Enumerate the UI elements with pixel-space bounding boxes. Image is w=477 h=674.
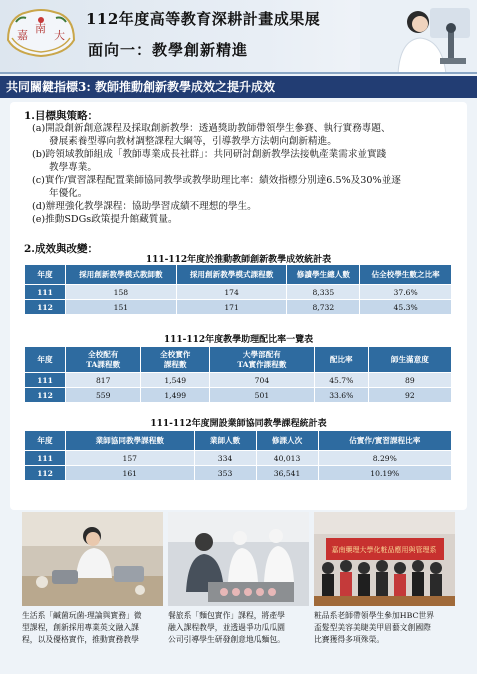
- table-row: 111 817 1,549 704 45.7% 89: [25, 373, 452, 388]
- photo-caption-bread: 餐旅系「麵包實作」課程，將產學 融入課程教學，並透過爭功瓜瓜園 公司引導學生研發創意地瓜麵包。: [168, 611, 285, 644]
- table2-header: 全校配有 TA課程數: [66, 347, 141, 373]
- goals-heading: 1.目標與策略：: [24, 110, 98, 122]
- title-block: [86, 8, 320, 60]
- ta-ratio-table: [24, 346, 452, 403]
- table1-header: 年度: [25, 265, 66, 285]
- photo-bread-course: [168, 512, 309, 606]
- table3-header: 修課人次: [256, 431, 318, 451]
- table-row: 112 161 353 36,541 10.19%: [25, 466, 452, 481]
- header-divider: [0, 72, 477, 74]
- competition-banner-text: 嘉南藥理大學化粧品應用與管理系: [331, 546, 437, 554]
- photo-cosmetics-competition: [314, 512, 455, 606]
- table2-header: 師生滿意度: [368, 347, 451, 373]
- table3-header: 年度: [25, 431, 66, 451]
- page-subtitle: 面向一：教學創新精進: [88, 41, 249, 59]
- header: [0, 0, 477, 74]
- table3-caption: 111-112年度開設業師協同教學課程統計表: [150, 419, 327, 429]
- svg-text:南: 南: [35, 22, 46, 35]
- university-logo: [6, 6, 76, 60]
- content-panel: [10, 102, 467, 510]
- strategy-a: (a)開設創新創意課程及採取創新教學：透過獎助教師帶領學生參賽、執行實務專題、 發展素養型導向教材調整課程大綱等，引導教學方法朝向創新精進。: [32, 123, 391, 147]
- table-row: 112 559 1,499 501 33.6% 92: [25, 388, 452, 403]
- svg-text:大: 大: [54, 29, 65, 42]
- header-lab-photo: [360, 0, 477, 74]
- photo-microbe-course: [22, 512, 163, 606]
- table1-header: 修讀學生總人數: [287, 265, 360, 285]
- table2-header: 配比率: [314, 347, 368, 373]
- table2-header: 年度: [25, 347, 66, 373]
- table2-header: 全校實作 課程數: [141, 347, 210, 373]
- table-row: 112 151 171 8,732 45.3%: [25, 300, 452, 315]
- svg-text:嘉: 嘉: [17, 29, 28, 42]
- table1-header: 採用創新教學模式課程數: [176, 265, 287, 285]
- table3-header: 佔實作/實習課程比率: [318, 431, 451, 451]
- photo-caption-microbe: 生活系「鹹菌玩菌-理論與實務」微 型課程，創新採用專業英文融入課 程，以及優格實作，推動實務教學: [22, 611, 142, 644]
- industry-teacher-table: [24, 430, 452, 481]
- strategy-d: (d)辦理強化教學課程：協助學習成績不理想的學生。: [32, 201, 257, 212]
- table-row: 111 158 174 8,335 37.6%: [25, 285, 452, 300]
- table3-header: 業師協同教學課程數: [66, 431, 195, 451]
- strategy-c: (c)實作/實習課程配置業師協同教學或教學助理比率：績效指標分別達6.5%及30%並逐 年優化。: [32, 175, 401, 199]
- strategy-e: (e)推動SDGs政策提升館藏質量。: [32, 214, 178, 225]
- page-title: 112年度高等教育深耕計畫成果展: [86, 10, 321, 28]
- table1-header: 佔全校學生數之比率: [360, 265, 452, 285]
- table2-caption: 111-112年度教學助理配比率一覽表: [163, 335, 314, 345]
- innovation-table: [24, 264, 452, 315]
- photo-caption-cosmetics: 粧品系老師帶領學生參加HBC世界 盃髮型美容美睫美甲眉藝文創國際 比賽獲得多項殊榮。: [314, 611, 434, 644]
- table1-header: 採用創新教學模式教師數: [66, 265, 177, 285]
- strategy-b: (b)跨領域教師組成「教師專業成長社群」：共同研討創新教學法接軌產業需求並實踐 教學專業。: [32, 149, 387, 173]
- table1-caption: 111-112年度於推動教師創新教學成效統計表: [145, 255, 332, 265]
- section-banner: 共同關鍵指標3: 教師推動創新教學成效之提升成效: [0, 76, 477, 98]
- table-row: 111 157 334 40,013 8.29%: [25, 451, 452, 466]
- results-heading: 2.成效與改變：: [24, 243, 98, 255]
- table3-header: 業師人數: [194, 431, 256, 451]
- table2-header: 大學部配有 TA實作課程數: [209, 347, 314, 373]
